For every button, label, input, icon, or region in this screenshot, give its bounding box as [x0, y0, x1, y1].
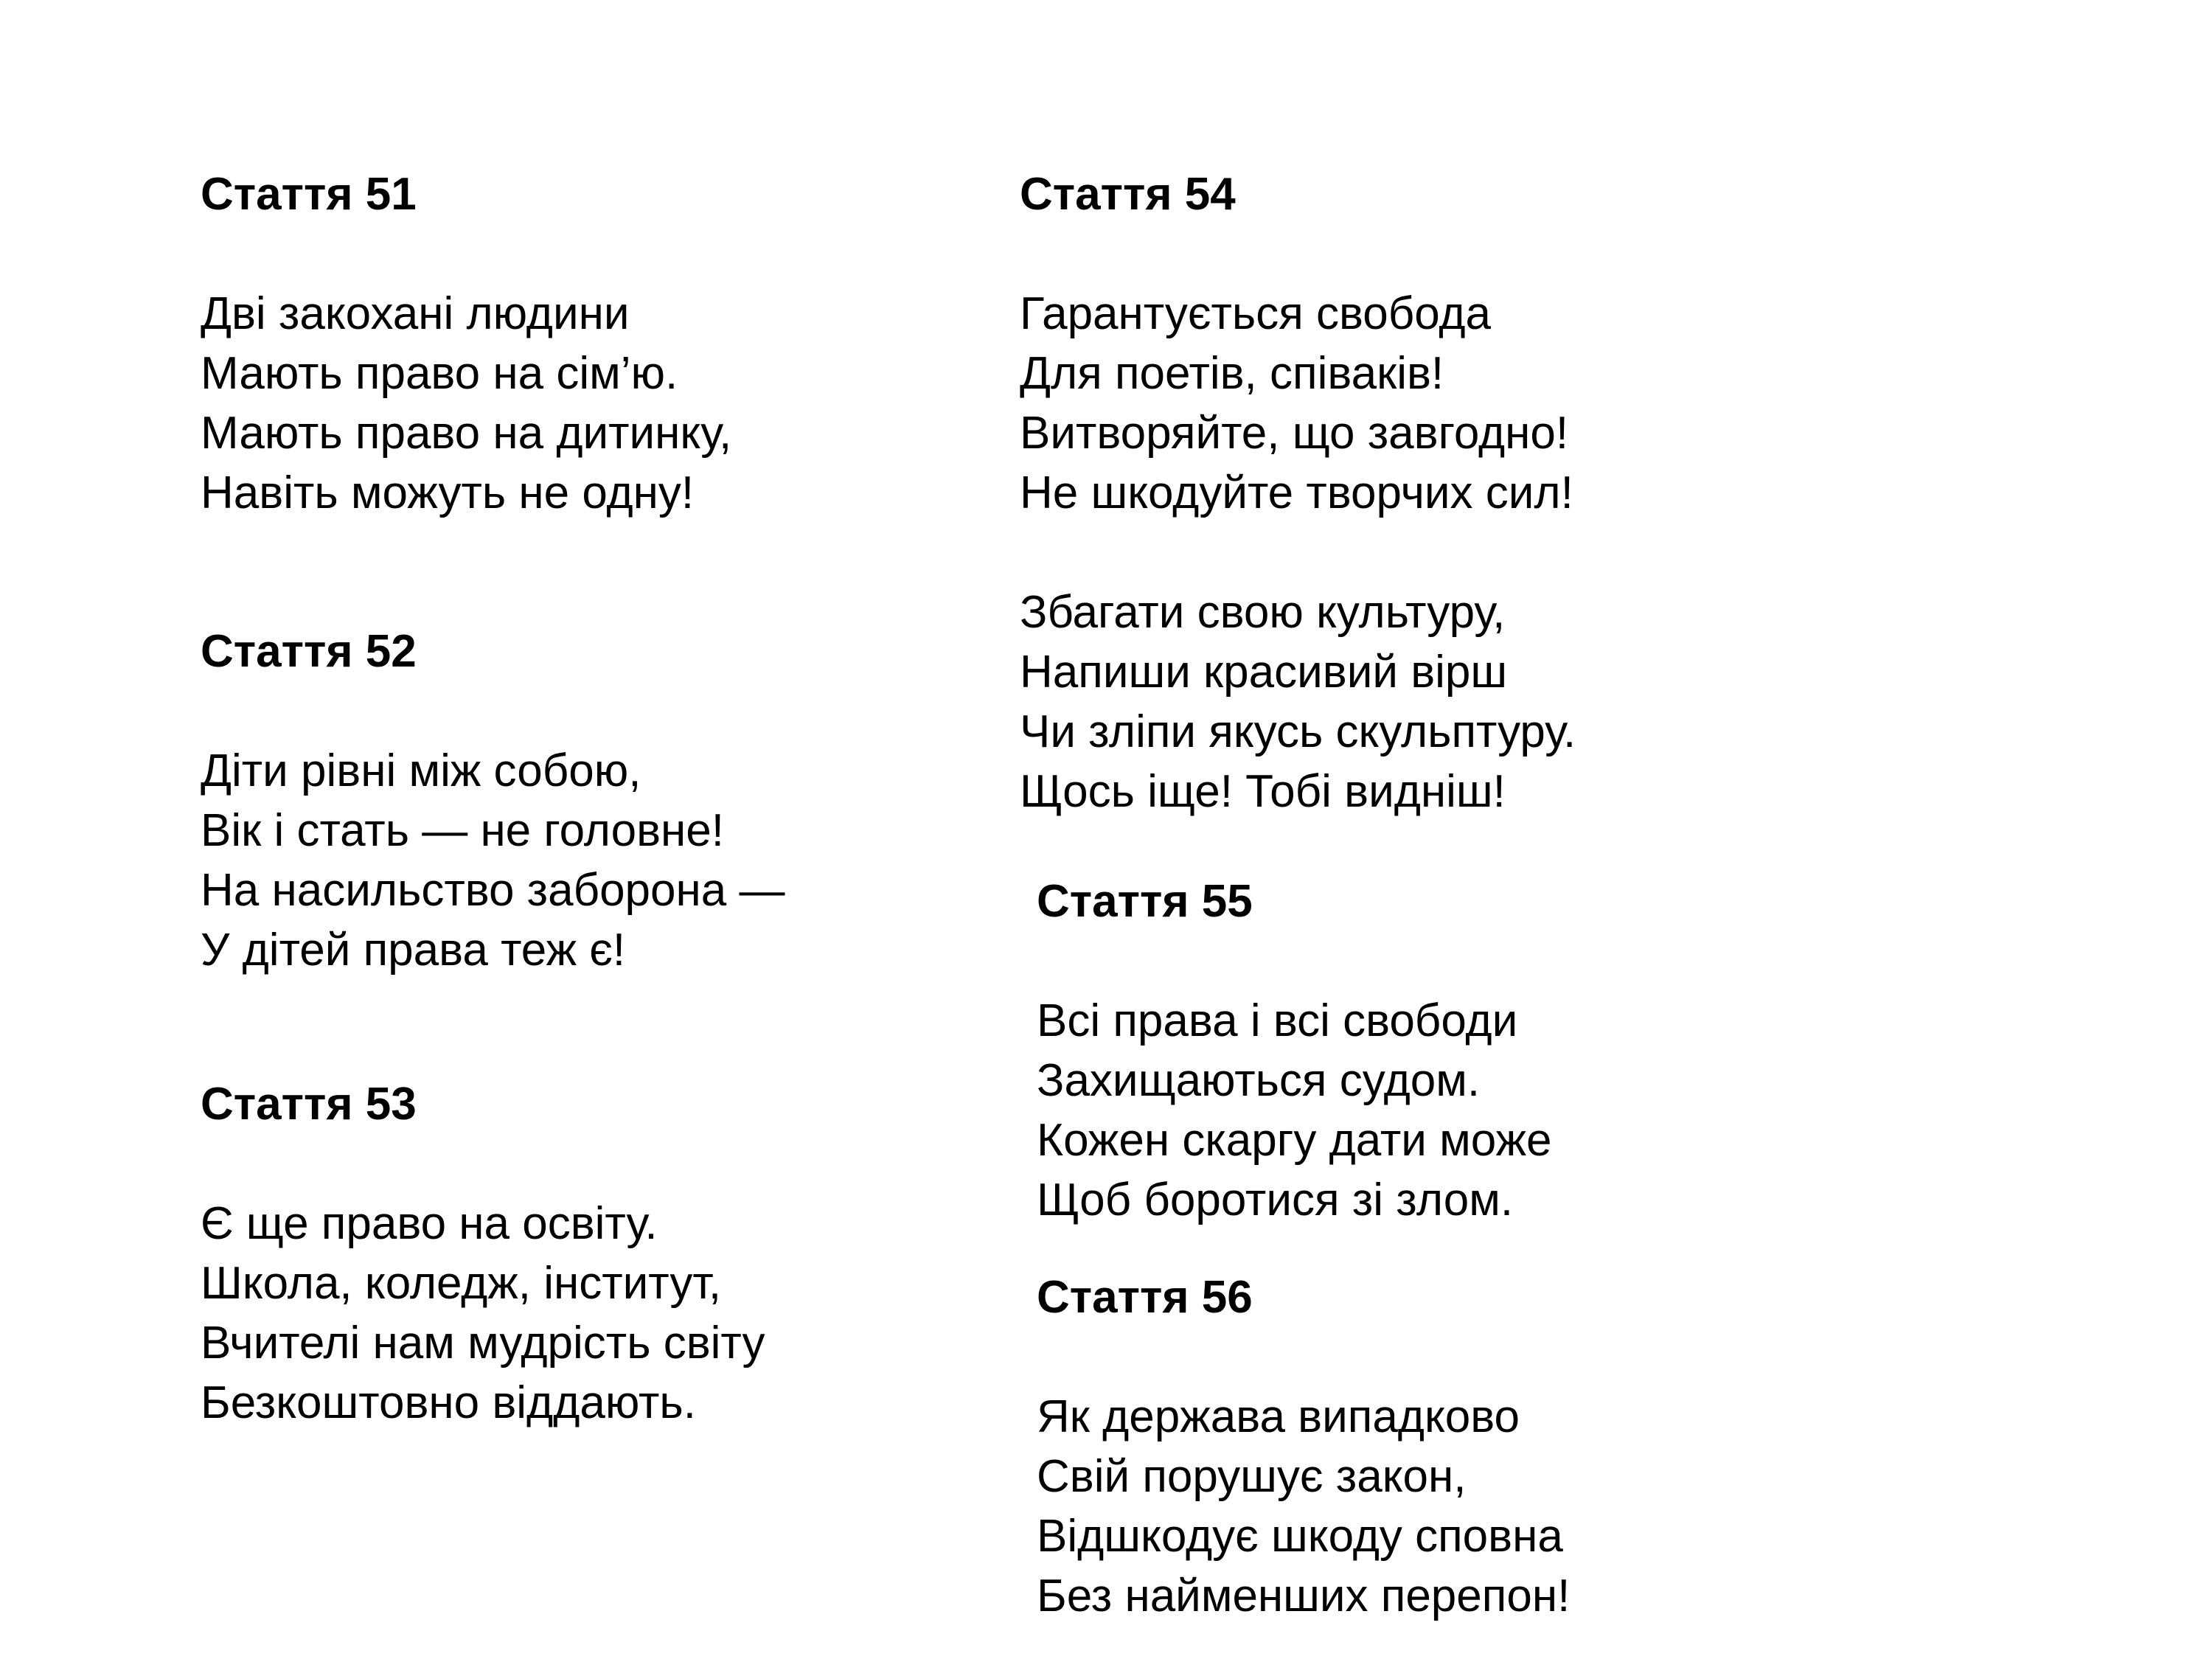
poem-line: На насильство заборона — [201, 865, 785, 916]
article-title: Стаття 53 [201, 1079, 417, 1130]
article-title: Стаття 56 [1037, 1272, 1253, 1323]
article-51 [201, 164, 731, 523]
poem-line: Мають право на сім’ю. [201, 348, 678, 399]
stanza [201, 741, 785, 980]
poem-line: Діти рівні між собою, [201, 745, 641, 796]
poem-line: Для поетів, співаків! [1020, 348, 1444, 399]
poem-line: Чи зліпи якусь скульптуру. [1020, 706, 1576, 757]
poem-line: Вік і стать — не головне! [201, 805, 725, 856]
poem-line: Кожен скаргу дати може [1037, 1115, 1552, 1166]
poem-line: Гарантується свобода [1020, 288, 1492, 339]
article-56 [1037, 1267, 1570, 1626]
poem-line: Відшкодує шкоду сповна [1037, 1511, 1563, 1562]
poem-line: Дві закохані людини [201, 288, 630, 339]
poem-line: Вчителі нам мудрість світу [201, 1318, 765, 1368]
article-52 [201, 622, 785, 980]
article-title: Стаття 51 [201, 169, 417, 220]
poem-line: Свій порушує закон, [1037, 1451, 1467, 1502]
article-title: Стаття 52 [201, 626, 417, 677]
poem-line: Мають право на дитинку, [201, 408, 732, 459]
stanza [1037, 991, 1552, 1230]
poem-line: Збагати свою культуру, [1020, 587, 1506, 638]
poem-line: Школа, коледж, інститут, [201, 1258, 722, 1309]
stanza [1020, 582, 1576, 821]
stanza [1020, 284, 1576, 523]
poem-line: Всі права і всі свободи [1037, 995, 1518, 1046]
poem-line: Безкоштовно віддають. [201, 1377, 696, 1428]
article-title: Стаття 55 [1037, 876, 1253, 927]
stanza [201, 1194, 765, 1433]
poem-line: Як держава випадково [1037, 1391, 1520, 1442]
poem-line: Не шкодуйте творчих сил! [1020, 467, 1573, 518]
stanza [1037, 1387, 1570, 1626]
poem-line: Навіть можуть не одну! [201, 467, 695, 518]
poem-line: Є ще право на освіту. [201, 1198, 658, 1249]
stanza [201, 284, 731, 523]
poem-line: У дітей права теж є! [201, 925, 626, 975]
poem-line: Щось іще! Тобі видніш! [1020, 766, 1506, 817]
poem-line: Витворяйте, що завгодно! [1020, 408, 1569, 459]
poem-line: Щоб боротися зі злом. [1037, 1175, 1514, 1225]
poem-line: Напиши красивий вірш [1020, 647, 1508, 698]
article-54 [1020, 164, 1576, 821]
poem-line: Без найменших перепон! [1037, 1571, 1571, 1621]
poem-line: Захищаються судом. [1037, 1055, 1481, 1106]
article-title: Стаття 54 [1020, 169, 1236, 220]
article-53 [201, 1074, 765, 1433]
article-55 [1037, 872, 1552, 1230]
